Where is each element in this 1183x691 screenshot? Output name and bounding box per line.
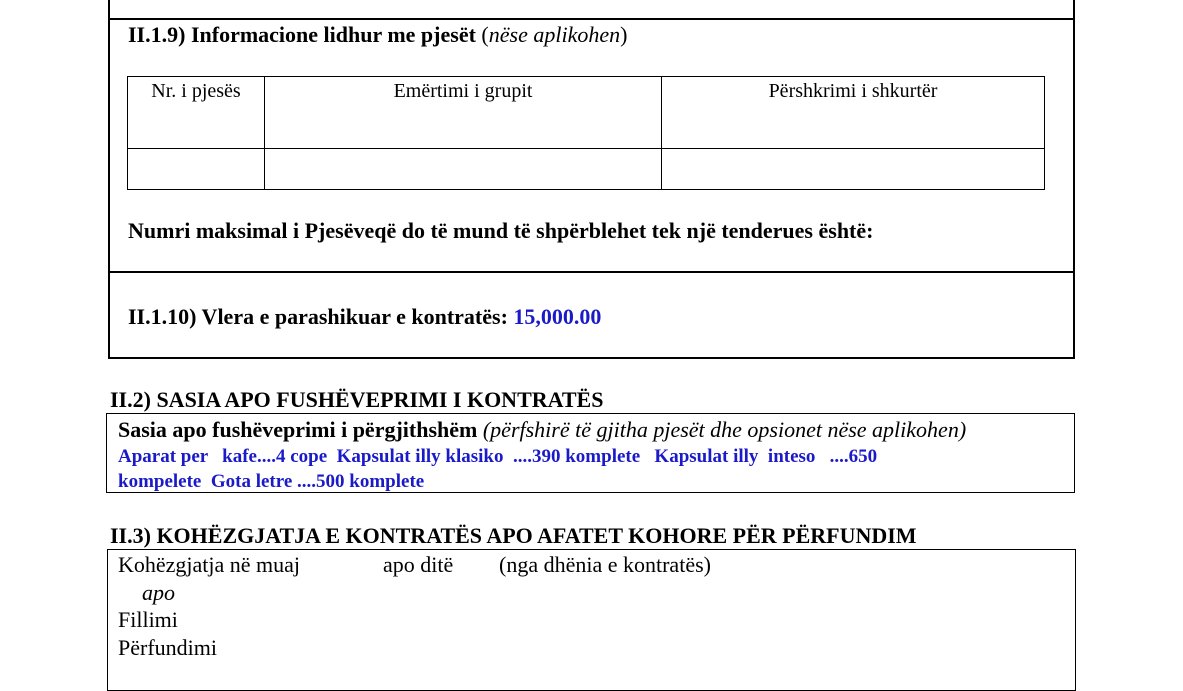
scope-description[interactable] [118,444,1063,494]
paren-close: ) [620,22,628,47]
contract-value-label: II.1.10) Vlera e parashikuar e kontratës: [128,304,508,329]
table-row [128,149,1045,190]
or-label: apo [142,580,175,605]
col-header-lot-number: Nr. i pjesës [128,77,265,149]
overall-scope-label: Sasia apo fushëveprimi i përgjithshëm [118,417,478,442]
paren-open: ( [475,22,489,47]
lots-table [127,76,1045,190]
table-cell[interactable] [662,149,1045,190]
max-lots-label: Numri maksimal i Pjesëveqë do të mund të shpërblehet tek një tenderues është: [128,218,874,243]
overall-scope-row [118,417,966,443]
duration-months-label: Kohëzgjatja në muaj [118,552,301,577]
section-119-heading [128,22,627,48]
section-22-heading: II.2) SASIA APO FUSHËVEPRIMI I KONTRATËS [110,387,604,412]
table-header-row [128,77,1045,149]
section-119-note: nëse aplikohen [488,22,621,47]
contract-value-amount: 15,000.00 [513,304,602,329]
scope-description-line: kompelete Gota letre ....500 komplete [118,471,425,492]
top-row-divider [108,18,1075,20]
col-header-short-description: Përshkrimi i shkurtër [662,77,1045,149]
section-23-heading: II.3) KOHËZGJATJA E KONTRATËS APO AFATET KOHORE PËR PËRFUNDIM [110,523,917,548]
start-date-label: Fillimi [118,607,178,632]
overall-scope-note: (përfshirë të gjitha pjesët dhe opsionet nëse aplikohen) [482,417,967,442]
scope-description-line: Aparat per kafe....4 cope Kapsulat illy klasiko ....390 komplete Kapsulat illy inteso ....650 [118,446,878,467]
end-date-label: Përfundimi [118,635,217,660]
or-days-label: apo ditë [383,552,454,577]
table-cell[interactable] [128,149,265,190]
contract-value-row [128,304,601,330]
table-cell[interactable] [265,149,662,190]
from-award-note: (nga dhënia e kontratës) [499,552,711,577]
value-row-divider [108,271,1075,273]
section-119-title: II.1.9) Informacione lidhur me pjesët [128,22,476,47]
col-header-group-name: Emërtimi i grupit [265,77,662,149]
